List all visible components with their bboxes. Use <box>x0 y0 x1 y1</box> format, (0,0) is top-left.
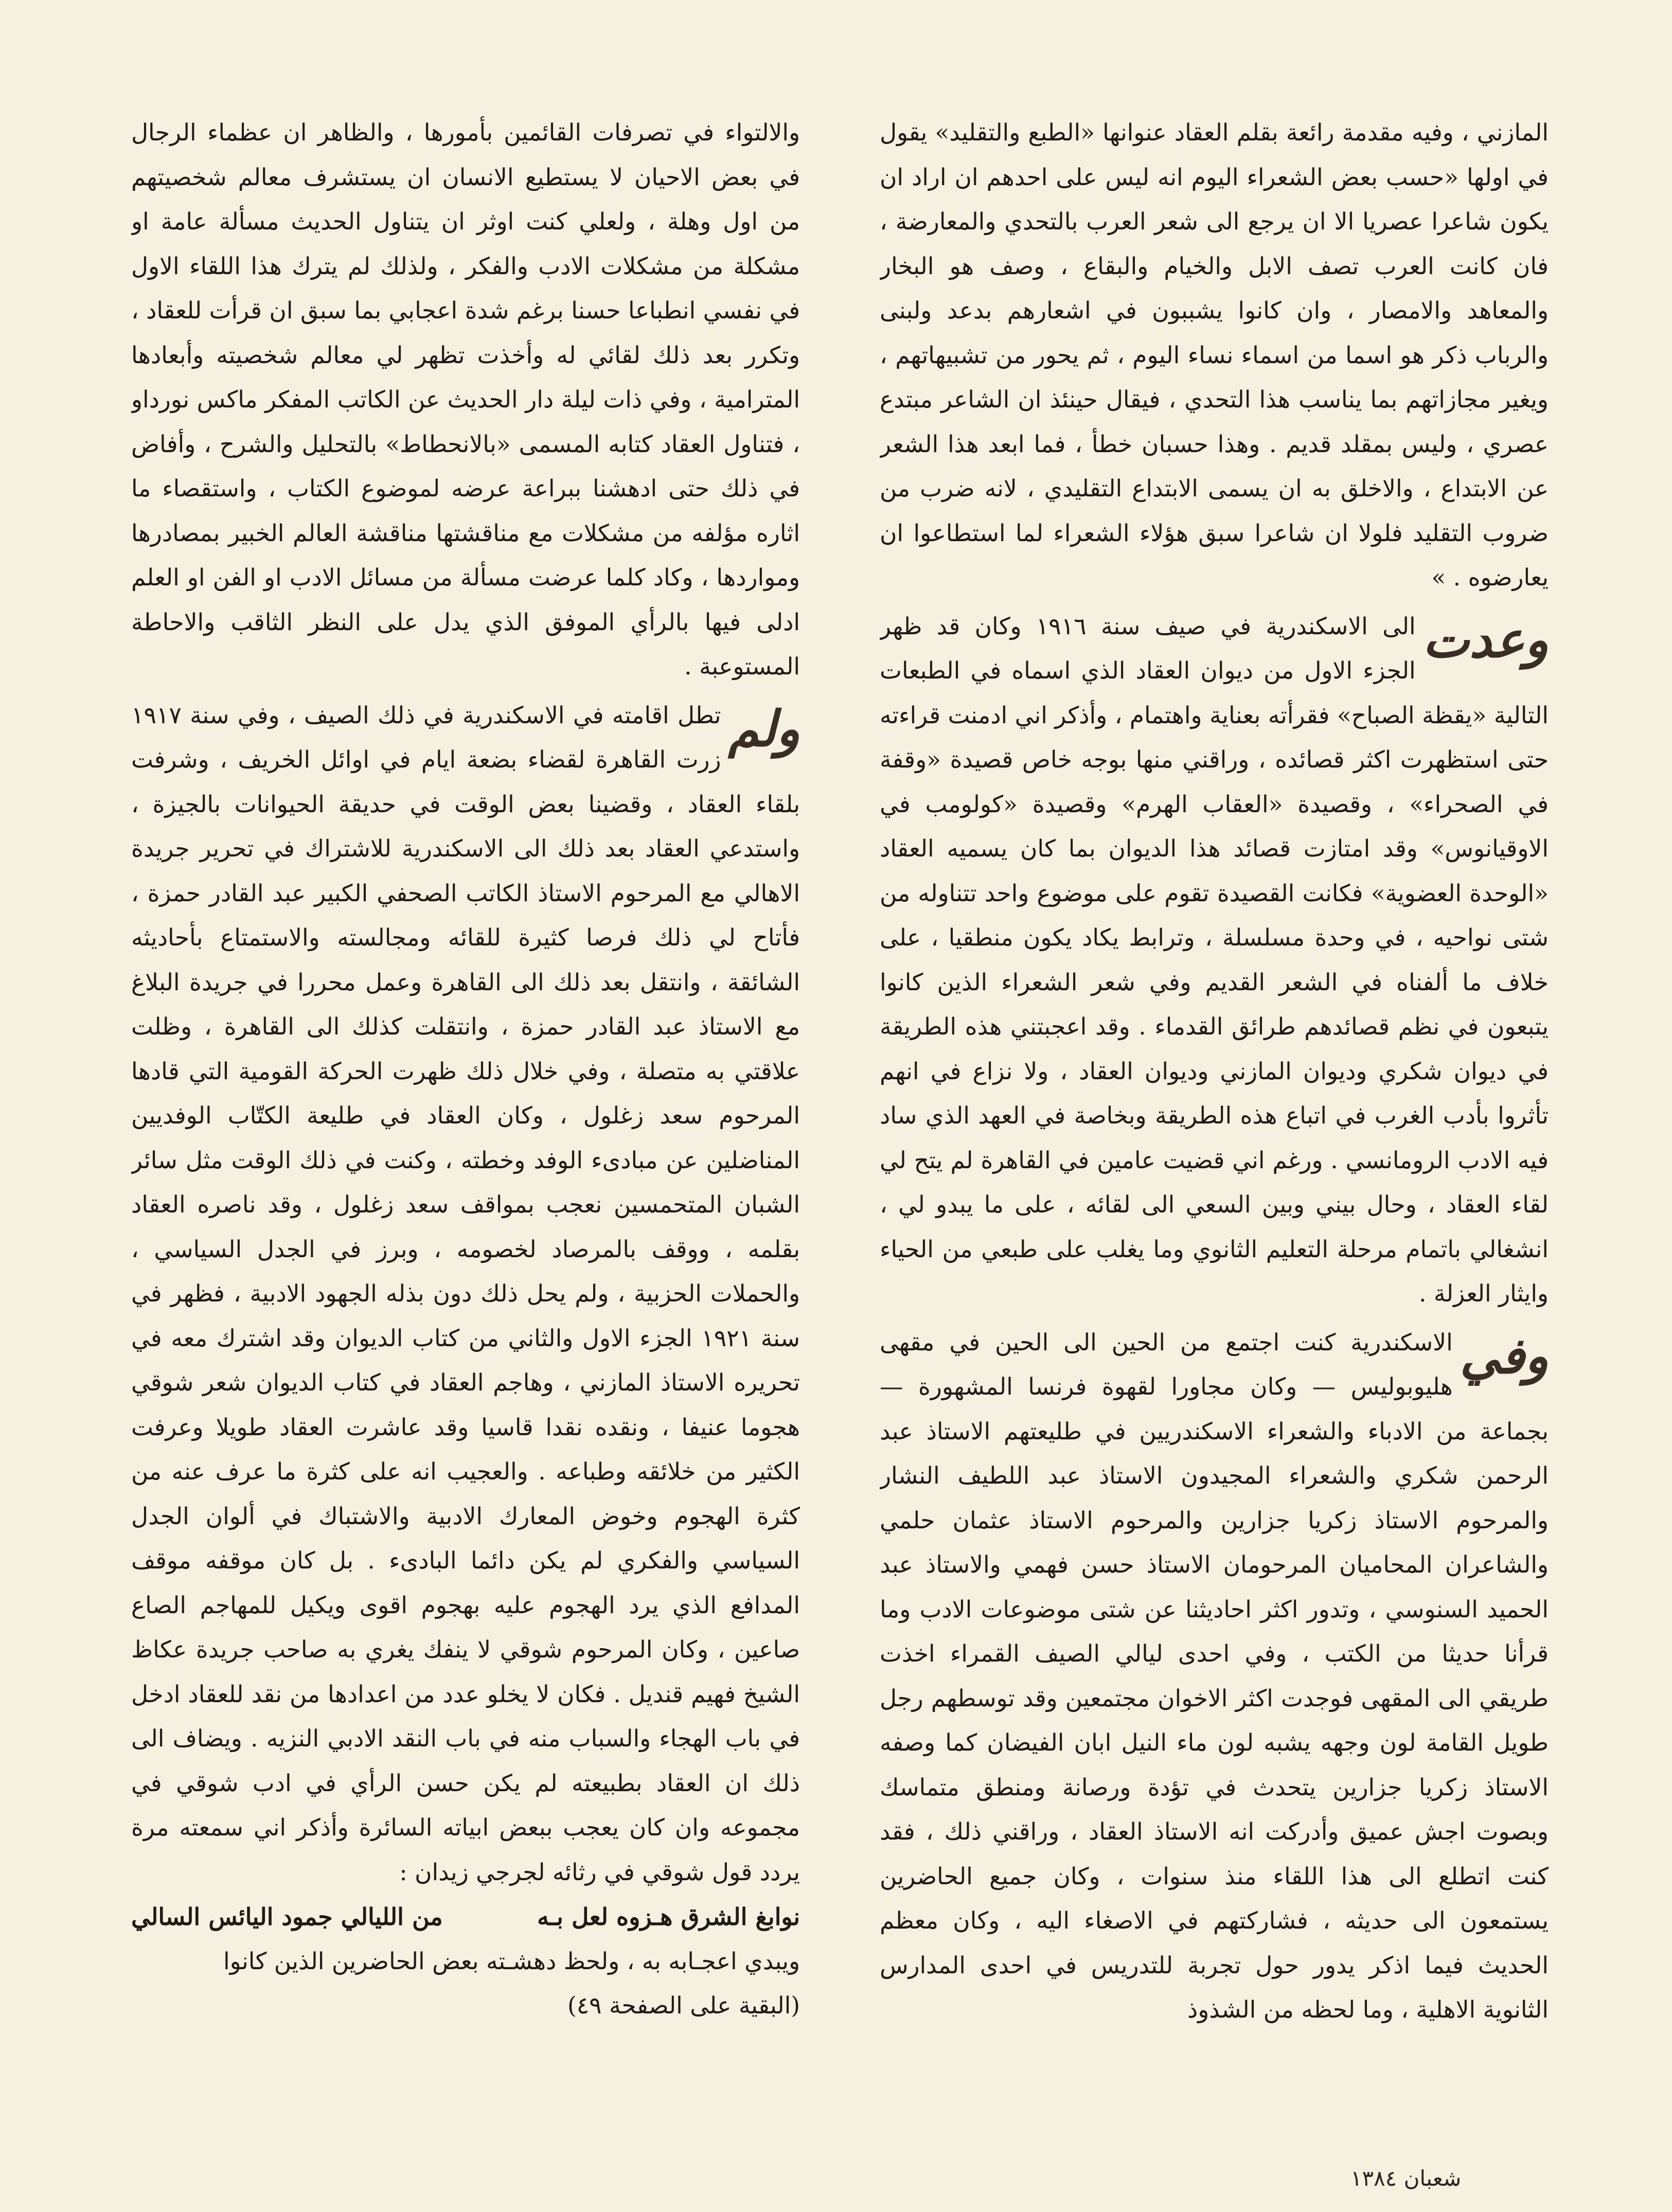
verse-second-hemistich: من الليالي جمود اليائس السالي <box>131 1903 443 1931</box>
page-footer-date: شعبان ١٣٨٤ <box>1350 2166 1462 2191</box>
right-paragraph-1: المازني ، وفيه مقدمة رائعة بقلم العقاد عنوانها «الطبع والتقليد» يقول في اولها «حسب بعض الشعراء اليوم انه ليس على احدهم ان اراد ان يكون شاعرا عصريا الا ان يرجع الى شعر العرب بالتحدي والمعارضة ، فان كانت العرب تصف الابل والخيام والبقاع ، وصف هو البخار والمعاهد والامصار ، وان كانوا يشببون في اشعارهم بدعد ولبنى والرباب ذكر هو اسما من اسماء نساء اليوم ، ثم يحور من تشبيهاتهم ، ويغير مجازاتهم بما يناسب هذا التحدي ، فيقال حينئذ ان الشاعر مبتدع عصري ، وليس بمقلد قديم . وهذا حسبان خطأ ، فما ابعد هذا الشعر عن الابتداع ، والاخلق به ان يسمى الابتداع التقليدي ، لانه ضرب من ضروب التقليد فلولا ان شاعرا سبق هؤلاء الشعراء لما استطاعوا ان يعارضوه . » <box>880 119 1549 591</box>
drop-initial-wafi: وفي <box>1460 1326 1549 1385</box>
left-paragraph-2 <box>131 693 800 1895</box>
right-column <box>880 111 1549 2155</box>
poem-verse <box>131 1895 800 1939</box>
left-column <box>131 111 800 2155</box>
right-paragraph-3 <box>880 1321 1549 2032</box>
left-paragraph-3: ويبدي اعجـابه به ، ولحظ دهشـته بعض الحاضرين الذين كانوا <box>223 1947 800 1975</box>
drop-initial-walam: ولم <box>728 699 800 758</box>
continued-note: (البقية على الصفحة ٤٩) <box>567 1992 800 2019</box>
left-paragraph-1: والالتواء في تصرفات القائمين بأمورها ، والظاهر ان عظماء الرجال في بعض الاحيان لا يستطيع الانسان ان يستشرف معالم شخصيتهم من اول وهلة ، ولعلي كنت اوثر ان يتناول الحديث مسألة عامة او مشكلة من مشكلات الادب والفكر ، ولذلك لم يترك هذا اللقاء الاول في نفسي انطباعا حسنا برغم شدة اعجابي بما سبق ان قرأت للعقاد ، وتكرر بعد ذلك لقائي له وأخذت تظهر لي معالم شخصيته وأبعادها المترامية ، وفي ذات ليلة دار الحديث عن الكاتب المفكر ماكس نورداو ، فتناول العقاد كتابه المسمى «بالانحطاط» بالتحليل والشرح ، وأفاض في ذلك حتى ادهشنا ببراعة عرضه لموضوع الكتاب ، واستقصاء ما اثاره مؤلفه من مشكلات مع مناقشتها مناقشة العالم الخبير بمصادرها ومواردها ، وكاد كلما عرضت مسألة من مسائل الادب او الفن او العلم ادلى فيها بالرأي الموفق الذي يدل على النظر الثاقب والاحاطة المستوعبة . <box>131 119 800 680</box>
right-paragraph-2 <box>880 604 1549 1316</box>
right-paragraph-2-text: الى الاسكندرية في صيف سنة ١٩١٦ وكان قد ظهر الجزء الاول من ديوان العقاد الذي اسماه في الطبعات التالية «يقظة الصباح» فقرأته بعناية واهتمام ، وأذكر اني ادمنت قراءته حتى استظهرت اكثر قصائده ، وراقني منها بوجه خاص قصيدة «وقفة في الصحراء» ، وقصيدة «العقاب الهرم» وقصيدة «كولومب في الاوقيانوس» وقد امتازت قصائد هذا الديوان بما كان يسميه العقاد «الوحدة العضوية» فكانت القصيدة تقوم على موضوع واحد تتناوله من شتى نواحيه ، في وحدة مسلسلة ، وترابط يكاد يكون منطقيا ، على خلاف ما ألفناه في الشعر القديم وفي شعر الشعراء الذين كانوا يتبعون في نظم قصائدهم طرائق القدماء . وقد اعجبتني هذه الطريقة في ديوان شكري وديوان المازني وديوان العقاد ، ولا نزاع في انهم تأثروا بأدب الغرب في اتباع هذه الطريقة وبخاصة في العهد الذي ساد فيه الادب الرومانسي . ورغم اني قضيت عامين في القاهرة لم يتح لي لقاء العقاد ، وحال بيني وبين السعي الى لقائه ، على ما يبدو لي ، انشغالي باتمام مرحلة التعليم الثانوي وما يغلب على طبعي من الحياء وايثار العزلة . <box>880 612 1549 1307</box>
right-paragraph-3-text: الاسكندرية كنت اجتمع من الحين الى الحين في مقهى هليوبوليس — وكان مجاورا لقهوة فرنسا المشهورة — بجماعة من الادباء والشعراء الاسكندريين في طليعتهم الاستاذ عبد الرحمن شكري والشعراء المجيدون الاستاذ عبد اللطيف النشار والمرحوم الاستاذ زكريا جزارين والمرحوم الاستاذ عثمان حلمي والشاعران المحاميان المرحومان الاستاذ حسن فهمي والاستاذ عبد الحميد السنوسي ، وتدور اكثر احاديثنا عن شتى موضوعات الادب وما قرأنا حديثا من الكتب ، وفي احدى ليالي الصيف القمراء اخذت طريقي الى المقهى فوجدت اكثر الاخوان مجتمعين وقد توسطهم رجل طويل القامة لون وجهه يشبه لون ماء النيل ابان الفيضان كما وصفه الاستاذ زكريا جزارين يتحدث في تؤدة ورصانة ومنطق متماسك وبصوت اجش عميق وأدركت انه الاستاذ العقاد ، وراقني ذلك ، فقد كنت اتطلع الى هذا اللقاء منذ سنوات ، وكان جميع الحاضرين يستمعون الى حديثه ، فشاركتهم في الاصغاء اليه ، وكان معظم الحديث فيما اذكر يدور حول تجربة للتدريس في احدى المدارس الثانوية الاهلية ، وما لحظه من الشذوذ <box>880 1328 1549 2023</box>
drop-initial-waadt: وعدت <box>1422 610 1549 669</box>
left-paragraph-2-text: تطل اقامته في الاسكندرية في ذلك الصيف ، وفي سنة ١٩١٧ زرت القاهرة لقضاء بضعة ايام في اوائل الخريف ، وشرفت بلقاء العقاد ، وقضينا بعض الوقت في حديقة الحيوانات بالجيزة ، واستدعي العقاد بعد ذلك الى الاسكندرية للاشتراك في تحرير جريدة الاهالي مع المرحوم الاستاذ الكاتب الصحفي الكبير عبد القادر حمزة ، فأتاح لي ذلك فرصا كثيرة للقائه ومجالسته والاستمتاع بأحاديثه الشائقة ، وانتقل بعد ذلك الى القاهرة وعمل محررا في جريدة البلاغ مع الاستاذ عبد القادر حمزة ، وانتقلت كذلك الى القاهرة ، وظلت علاقتي به متصلة ، وفي خلال ذلك ظهرت الحركة القومية التي قادها المرحوم سعد زغلول ، وكان العقاد في طليعة الكتّاب الوفديين المناضلين عن مبادىء الوفد وخطته ، وكنت في ذلك الوقت مثل سائر الشبان المتحمسين نعجب بمواقف سعد زغلول ، وقد ناصره العقاد بقلمه ، ووقف بالمرصاد لخصومه ، وبرز في الجدل السياسي ، والحملات الحزبية ، ولم يحل ذلك دون بذله الجهود الادبية ، فظهر في سنة ١٩٢١ الجزء الاول والثاني من كتاب الديوان وقد اشترك معه في تحريره الاستاذ المازني ، وهاجم العقاد في كتاب الديوان شعر شوقي هجوما عنيفا ، ونقده نقدا قاسيا وقد عاشرت العقاد طويلا وعرفت الكثير من خلائقه وطباعه . والعجيب انه على كثرة ما عرف عنه من كثرة الهجوم وخوض المعارك الادبية والاشتباك في ألوان الجدل السياسي والفكري لم يكن دائما البادىء . بل كان موقفه موقف المدافع الذي يرد الهجوم عليه بهجوم اقوى ويكيل للمهاجم الصاع صاعين ، وكان المرحوم شوقي لا ينفك يغري به صاحب جريدة عكاظ الشيخ فهيم قنديل . فكان لا يخلو عدد من اعدادها من نقد للعقاد ادخل في باب الهجاء والسباب منه في باب النقد الادبي النزيه . ويضاف الى ذلك ان العقاد بطبيعته لم يكن حسن الرأي في ادب شوقي في مجموعه وان كان يعجب ببعض ابياته السائرة وأذكر اني سمعته مرة يردد قول شوقي في رثائه لجرجي زيدان : <box>131 701 800 1886</box>
verse-first-hemistich: نوابغ الشرق هـزوه لعل بـه <box>537 1903 800 1931</box>
